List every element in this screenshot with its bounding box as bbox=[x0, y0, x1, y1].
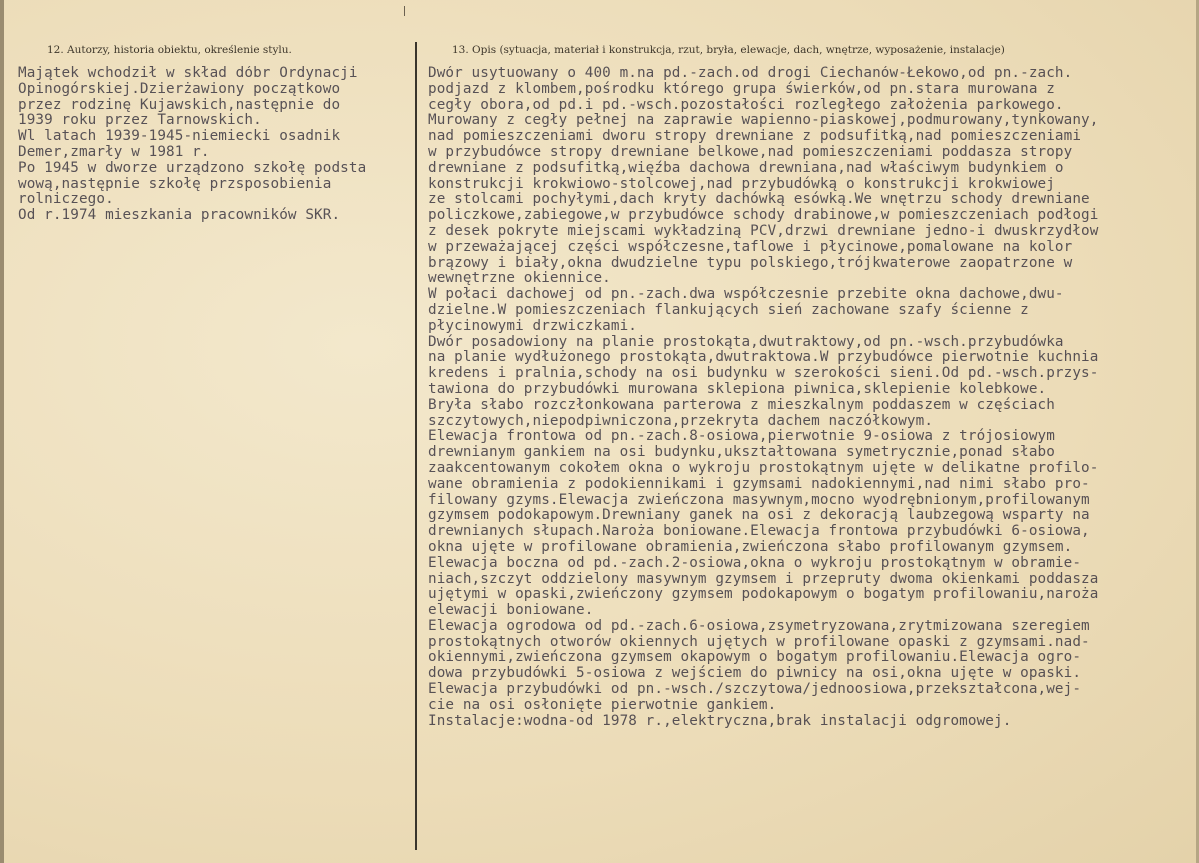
description-text-block bbox=[428, 66, 1196, 729]
description-text-line: wewnętrzne okiennice. bbox=[428, 270, 611, 287]
history-text-line: Majątek wchodził w skład dóbr Ordynacji bbox=[18, 66, 358, 81]
description-text-line: policzkowe,zabiegowe,w przybudówce schody drabinowe,w pomieszczeniach podłogi bbox=[428, 207, 1099, 224]
description-text-line: konstrukcji krokwiowo-stolcowej,nad przybudówką o konstrukcji krokwiowej bbox=[428, 175, 1055, 192]
description-text-line: gzymsem podokapowym.Drewniany ganek na osi z dekoracją laubzegową wsparty na bbox=[428, 507, 1090, 524]
section-12-header: 12. Autorzy, historia obiektu, określenie stylu. bbox=[47, 44, 292, 56]
description-text-line: nad pomieszczeniami dworu stropy drewniane z podsufitką,nad pomieszczeniami bbox=[428, 128, 1082, 145]
description-text-line: kredens i pralnia,schody na osi budynku w szerokości sieni.Od pd.-wsch.przys- bbox=[428, 365, 1099, 382]
description-text-line: na planie wydłużonego prostokąta,dwutraktowa.W przybudówce pierwotnie kuchnia bbox=[428, 349, 1099, 366]
history-text-line: Opinogórskiej.Dzierżawiony początkowo bbox=[18, 80, 341, 97]
description-text-line: szczytowych,niepodpiwniczona,przekryta dachem naczółkowym. bbox=[428, 412, 934, 429]
description-text-line: w przybudówce stropy drewniane belkowe,nad pomieszczeniami poddasza stropy bbox=[428, 143, 1073, 160]
history-text-line: Demer,zmarły w 1981 r. bbox=[18, 143, 210, 160]
description-text-line: drewnianym gankiem na osi budynku,ukształtowana symetrycznie,ponad słabo bbox=[428, 444, 1055, 461]
description-text-line: Bryła słabo rozczłonkowana parterowa z mieszkalnym poddaszem w częściach bbox=[428, 396, 1055, 413]
section-13-header: 13. Opis (sytuacja, materiał i konstrukcja, rzut, bryła, elewacje, dach, wnętrze, wyposażenie, instalacje) bbox=[452, 44, 1005, 56]
description-text-line: zaakcentowanym cokołem okna o wykroju prostokątnym ujęte w delikatne profilo- bbox=[428, 459, 1099, 476]
description-text-line: Dwór usytuowany o 400 m.na pd.-zach.od drogi Ciechanów-Łekowo,od pn.-zach. bbox=[428, 66, 1073, 81]
column-divider bbox=[415, 42, 417, 850]
description-text-line: prostokątnych otworów okiennych ujętych w profilowane opaski z gzymsami.nad- bbox=[428, 633, 1090, 650]
history-text-line: Po 1945 w dworze urządzono szkołę podsta bbox=[18, 159, 367, 176]
description-text-line: Instalacje:wodna-od 1978 r.,elektryczna,brak instalacji odgromowej. bbox=[428, 712, 1012, 729]
history-text-line: 1939 roku przez Tarnowskich. bbox=[18, 112, 262, 129]
description-text-line: Elewacja boczna od pd.-zach.2-osiowa,okna o wykroju prostokątnym w obramie- bbox=[428, 554, 1082, 571]
description-text-line: w przeważającej części współczesne,taflowe i płycinowe,pomalowane na kolor bbox=[428, 238, 1073, 255]
description-text-line: Elewacja ogrodowa od pd.-zach.6-osiowa,zsymetryzowana,zrytmizowana szeregiem bbox=[428, 617, 1090, 634]
description-text-line: drewnianych słupach.Naroża boniowane.Elewacja frontowa przybudówki 6-osiowa, bbox=[428, 523, 1090, 540]
description-text-line: dowa przybudówki 5-osiowa z wejściem do piwnicy na osi,okna ujęte w opaski. bbox=[428, 665, 1082, 682]
description-text-line: okna ujęte w profilowane obramienia,zwieńczona słabo profilowanym gzymsem. bbox=[428, 538, 1073, 555]
description-text-line: płycinowymi drzwiczkami. bbox=[428, 317, 637, 334]
history-text-line: Od r.1974 mieszkania pracowników SKR. bbox=[18, 207, 341, 224]
description-text-line: okiennymi,zwieńczona gzymsem okapowym o bogatym profilowaniu.Elewacja ogro- bbox=[428, 649, 1082, 666]
history-text-block bbox=[18, 66, 414, 224]
description-text-line: filowany gzyms.Elewacja zwieńczona masywnym,mocno wyodrębnionym,profilowanym bbox=[428, 491, 1090, 508]
description-text-line: Elewacja przybudówki od pn.-wsch./szczytowa/jednoosiowa,przekształcona,wej- bbox=[428, 681, 1082, 698]
card-left-edge bbox=[0, 0, 4, 863]
description-text-line: tawiona do przybudówki murowana sklepiona piwnica,sklepienie kolebkowe. bbox=[428, 380, 1047, 397]
description-text-line: dzielne.W pomieszczeniach flankujących sień zachowane szafy ścienne z bbox=[428, 301, 1029, 318]
description-text-line: ze stolcami pochyłymi,dach kryty dachówką esówką.We wnętrzu schody drewniane bbox=[428, 191, 1090, 208]
description-text-line: Murowany z cegły pełnej na zaprawie wapienno-piaskowej,podmurowany,tynkowany, bbox=[428, 112, 1099, 129]
description-text-line: wane obramienia z podokiennikami i gzymsami nadokiennymi,nad nimi słabo pro- bbox=[428, 475, 1090, 492]
description-text-line: brązowy i biały,okna dwudzielne typu polskiego,trójkwaterowe zaopatrzone w bbox=[428, 254, 1073, 271]
description-text-line: podjazd z klombem,pośrodku którego grupa świerków,od pn.stara murowana z bbox=[428, 80, 1055, 97]
history-text-line: rolniczego. bbox=[18, 191, 114, 208]
history-text-line: przez rodzinę Kujawskich,następnie do bbox=[18, 96, 341, 113]
description-text-line: ujętymi w opaski,zwieńczony gzymsem podokapowym o bogatym profilowaniu,naroża bbox=[428, 586, 1099, 603]
description-text-line: elewacji boniowane. bbox=[428, 602, 594, 619]
description-text-line: cegły obora,od pd.i pd.-wsch.pozostałości rozległego założenia parkowego. bbox=[428, 96, 1064, 113]
description-text-line: niach,szczyt oddzielony masywnym gzymsem i przepruty dwoma okienkami poddasza bbox=[428, 570, 1099, 587]
description-text-line: Dwór posadowiony na planie prostokąta,dwutraktowy,od pn.-wsch.przybudówka bbox=[428, 333, 1064, 350]
description-text-line: z desek pokryte miejscami wykładziną PCV,drzwi drewniane jedno-i dwuskrzydłow bbox=[428, 222, 1099, 239]
top-tick-mark bbox=[404, 6, 405, 16]
description-text-line: cie na osi osłonięte pierwotnie gankiem. bbox=[428, 696, 777, 713]
history-text-line: wową,następnie szkołę przsposobienia bbox=[18, 175, 332, 192]
description-text-line: W połaci dachowej od pn.-zach.dwa współczesnie przebite okna dachowe,dwu- bbox=[428, 286, 1064, 303]
history-text-line: Wl latach 1939-1945-niemiecki osadnik bbox=[18, 128, 341, 145]
description-text-line: Elewacja frontowa od pn.-zach.8-osiowa,pierwotnie 9-osiowa z trójosiowym bbox=[428, 428, 1055, 445]
description-text-line: drewniane z podsufitką,więźba dachowa drewniana,nad właściwym budynkiem o bbox=[428, 159, 1064, 176]
